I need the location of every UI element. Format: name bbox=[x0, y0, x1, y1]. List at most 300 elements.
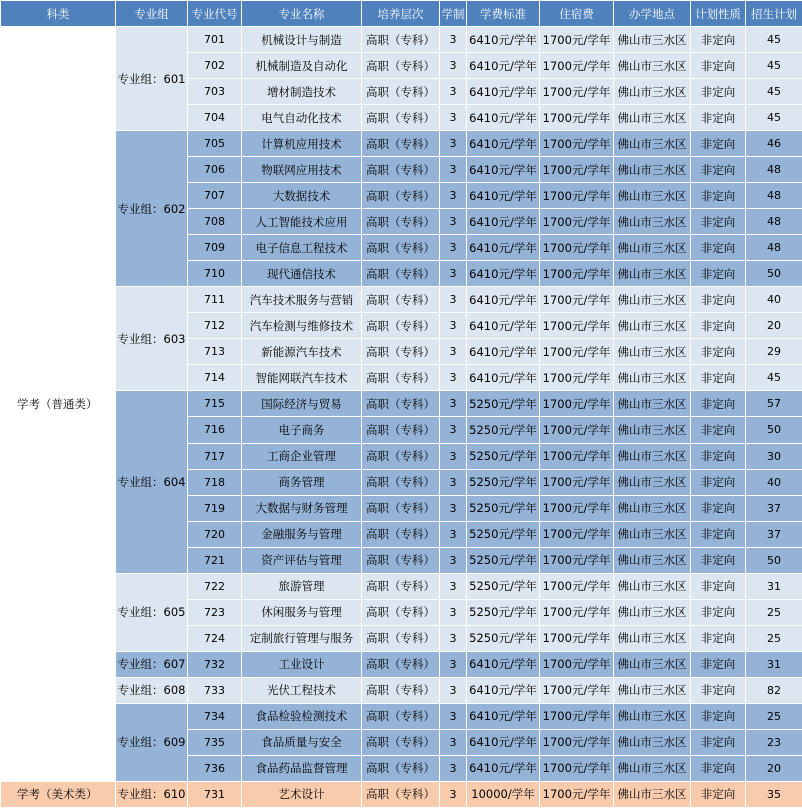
major-name-cell: 智能网联汽车技术 bbox=[242, 365, 362, 391]
major-name-cell: 休闲服务与管理 bbox=[242, 599, 362, 625]
major-code-cell: 701 bbox=[188, 27, 242, 53]
location-cell: 佛山市三水区 bbox=[614, 703, 691, 729]
lodging-cell: 1700元/学年 bbox=[540, 391, 614, 417]
major-name-cell: 人工智能技术应用 bbox=[242, 209, 362, 235]
major-name-cell: 新能源汽车技术 bbox=[242, 339, 362, 365]
tuition-cell: 6410元/学年 bbox=[467, 365, 540, 391]
tuition-cell: 6410元/学年 bbox=[467, 27, 540, 53]
location-cell: 佛山市三水区 bbox=[614, 209, 691, 235]
lodging-cell: 1700元/学年 bbox=[540, 79, 614, 105]
major-name-cell: 工业设计 bbox=[242, 651, 362, 677]
years-cell: 3 bbox=[440, 729, 467, 755]
tuition-cell: 5250元/学年 bbox=[467, 547, 540, 573]
major-name-cell: 机械设计与制造 bbox=[242, 27, 362, 53]
major-code-cell: 704 bbox=[188, 105, 242, 131]
major-name-cell: 艺术设计 bbox=[242, 781, 362, 807]
major-code-cell: 708 bbox=[188, 209, 242, 235]
nature-cell: 非定向 bbox=[691, 547, 746, 573]
plan-cell: 37 bbox=[746, 495, 802, 521]
years-cell: 3 bbox=[440, 105, 467, 131]
years-cell: 3 bbox=[440, 235, 467, 261]
plan-cell: 82 bbox=[746, 677, 802, 703]
years-cell: 3 bbox=[440, 339, 467, 365]
major-code-cell: 719 bbox=[188, 495, 242, 521]
nature-cell: 非定向 bbox=[691, 599, 746, 625]
header-cell-tuition: 学费标准 bbox=[467, 1, 540, 27]
tuition-cell: 6410元/学年 bbox=[467, 339, 540, 365]
years-cell: 3 bbox=[440, 183, 467, 209]
header-cell-code: 专业代号 bbox=[188, 1, 242, 27]
location-cell: 佛山市三水区 bbox=[614, 105, 691, 131]
plan-cell: 57 bbox=[746, 391, 802, 417]
plan-cell: 30 bbox=[746, 443, 802, 469]
lodging-cell: 1700元/学年 bbox=[540, 469, 614, 495]
nature-cell: 非定向 bbox=[691, 703, 746, 729]
years-cell: 3 bbox=[440, 469, 467, 495]
plan-cell: 37 bbox=[746, 521, 802, 547]
lodging-cell: 1700元/学年 bbox=[540, 781, 614, 807]
category-cell: 学考（普通类） bbox=[1, 27, 116, 782]
major-code-cell: 702 bbox=[188, 53, 242, 79]
location-cell: 佛山市三水区 bbox=[614, 469, 691, 495]
years-cell: 3 bbox=[440, 131, 467, 157]
group-cell: 专业组：601 bbox=[116, 27, 188, 131]
table-row bbox=[1, 651, 802, 677]
major-name-cell: 定制旅行管理与服务 bbox=[242, 625, 362, 651]
major-code-cell: 718 bbox=[188, 469, 242, 495]
nature-cell: 非定向 bbox=[691, 79, 746, 105]
tuition-cell: 6410元/学年 bbox=[467, 79, 540, 105]
plan-cell: 48 bbox=[746, 209, 802, 235]
plan-cell: 45 bbox=[746, 105, 802, 131]
location-cell: 佛山市三水区 bbox=[614, 157, 691, 183]
years-cell: 3 bbox=[440, 27, 467, 53]
table-row bbox=[1, 391, 802, 417]
location-cell: 佛山市三水区 bbox=[614, 79, 691, 105]
table-row bbox=[1, 27, 802, 53]
level-cell: 高职（专科） bbox=[362, 235, 440, 261]
major-code-cell: 703 bbox=[188, 79, 242, 105]
years-cell: 3 bbox=[440, 573, 467, 599]
lodging-cell: 1700元/学年 bbox=[540, 157, 614, 183]
nature-cell: 非定向 bbox=[691, 235, 746, 261]
location-cell: 佛山市三水区 bbox=[614, 53, 691, 79]
major-name-cell: 国际经济与贸易 bbox=[242, 391, 362, 417]
major-name-cell: 光伏工程技术 bbox=[242, 677, 362, 703]
plan-cell: 48 bbox=[746, 183, 802, 209]
location-cell: 佛山市三水区 bbox=[614, 261, 691, 287]
group-cell: 专业组：607 bbox=[116, 651, 188, 677]
lodging-cell: 1700元/学年 bbox=[540, 27, 614, 53]
nature-cell: 非定向 bbox=[691, 755, 746, 781]
nature-cell: 非定向 bbox=[691, 781, 746, 807]
table-row bbox=[1, 781, 802, 807]
tuition-cell: 6410元/学年 bbox=[467, 677, 540, 703]
years-cell: 3 bbox=[440, 313, 467, 339]
nature-cell: 非定向 bbox=[691, 521, 746, 547]
major-name-cell: 汽车检测与维修技术 bbox=[242, 313, 362, 339]
lodging-cell: 1700元/学年 bbox=[540, 677, 614, 703]
lodging-cell: 1700元/学年 bbox=[540, 261, 614, 287]
nature-cell: 非定向 bbox=[691, 261, 746, 287]
group-cell: 专业组：609 bbox=[116, 703, 188, 781]
level-cell: 高职（专科） bbox=[362, 157, 440, 183]
location-cell: 佛山市三水区 bbox=[614, 495, 691, 521]
nature-cell: 非定向 bbox=[691, 365, 746, 391]
lodging-cell: 1700元/学年 bbox=[540, 443, 614, 469]
level-cell: 高职（专科） bbox=[362, 443, 440, 469]
level-cell: 高职（专科） bbox=[362, 703, 440, 729]
level-cell: 高职（专科） bbox=[362, 469, 440, 495]
major-code-cell: 705 bbox=[188, 131, 242, 157]
tuition-cell: 6410元/学年 bbox=[467, 157, 540, 183]
major-name-cell: 资产评估与管理 bbox=[242, 547, 362, 573]
lodging-cell: 1700元/学年 bbox=[540, 105, 614, 131]
lodging-cell: 1700元/学年 bbox=[540, 235, 614, 261]
table-row bbox=[1, 131, 802, 157]
nature-cell: 非定向 bbox=[691, 53, 746, 79]
years-cell: 3 bbox=[440, 443, 467, 469]
header-cell-major-name: 专业名称 bbox=[242, 1, 362, 27]
years-cell: 3 bbox=[440, 391, 467, 417]
plan-cell: 31 bbox=[746, 651, 802, 677]
tuition-cell: 6410元/学年 bbox=[467, 261, 540, 287]
nature-cell: 非定向 bbox=[691, 313, 746, 339]
level-cell: 高职（专科） bbox=[362, 625, 440, 651]
lodging-cell: 1700元/学年 bbox=[540, 131, 614, 157]
level-cell: 高职（专科） bbox=[362, 755, 440, 781]
location-cell: 佛山市三水区 bbox=[614, 625, 691, 651]
lodging-cell: 1700元/学年 bbox=[540, 625, 614, 651]
nature-cell: 非定向 bbox=[691, 339, 746, 365]
major-code-cell: 711 bbox=[188, 287, 242, 313]
major-code-cell: 709 bbox=[188, 235, 242, 261]
major-code-cell: 735 bbox=[188, 729, 242, 755]
level-cell: 高职（专科） bbox=[362, 27, 440, 53]
major-code-cell: 716 bbox=[188, 417, 242, 443]
nature-cell: 非定向 bbox=[691, 677, 746, 703]
plan-cell: 25 bbox=[746, 625, 802, 651]
major-name-cell: 食品药品监督管理 bbox=[242, 755, 362, 781]
level-cell: 高职（专科） bbox=[362, 547, 440, 573]
major-code-cell: 734 bbox=[188, 703, 242, 729]
tuition-cell: 6410元/学年 bbox=[467, 287, 540, 313]
years-cell: 3 bbox=[440, 417, 467, 443]
table-header bbox=[1, 1, 802, 27]
location-cell: 佛山市三水区 bbox=[614, 365, 691, 391]
plan-cell: 40 bbox=[746, 287, 802, 313]
major-name-cell: 工商企业管理 bbox=[242, 443, 362, 469]
years-cell: 3 bbox=[440, 521, 467, 547]
major-code-cell: 707 bbox=[188, 183, 242, 209]
tuition-cell: 6410元/学年 bbox=[467, 755, 540, 781]
nature-cell: 非定向 bbox=[691, 287, 746, 313]
location-cell: 佛山市三水区 bbox=[614, 521, 691, 547]
major-code-cell: 720 bbox=[188, 521, 242, 547]
major-name-cell: 增材制造技术 bbox=[242, 79, 362, 105]
lodging-cell: 1700元/学年 bbox=[540, 417, 614, 443]
major-code-cell: 736 bbox=[188, 755, 242, 781]
major-name-cell: 物联网应用技术 bbox=[242, 157, 362, 183]
lodging-cell: 1700元/学年 bbox=[540, 521, 614, 547]
lodging-cell: 1700元/学年 bbox=[540, 495, 614, 521]
years-cell: 3 bbox=[440, 79, 467, 105]
level-cell: 高职（专科） bbox=[362, 495, 440, 521]
nature-cell: 非定向 bbox=[691, 625, 746, 651]
years-cell: 3 bbox=[440, 157, 467, 183]
years-cell: 3 bbox=[440, 547, 467, 573]
location-cell: 佛山市三水区 bbox=[614, 755, 691, 781]
lodging-cell: 1700元/学年 bbox=[540, 53, 614, 79]
location-cell: 佛山市三水区 bbox=[614, 391, 691, 417]
years-cell: 3 bbox=[440, 365, 467, 391]
major-name-cell: 现代通信技术 bbox=[242, 261, 362, 287]
major-code-cell: 731 bbox=[188, 781, 242, 807]
level-cell: 高职（专科） bbox=[362, 79, 440, 105]
major-code-cell: 717 bbox=[188, 443, 242, 469]
tuition-cell: 5250元/学年 bbox=[467, 495, 540, 521]
level-cell: 高职（专科） bbox=[362, 339, 440, 365]
years-cell: 3 bbox=[440, 781, 467, 807]
location-cell: 佛山市三水区 bbox=[614, 599, 691, 625]
tuition-cell: 5250元/学年 bbox=[467, 573, 540, 599]
tuition-cell: 5250元/学年 bbox=[467, 469, 540, 495]
plan-cell: 29 bbox=[746, 339, 802, 365]
nature-cell: 非定向 bbox=[691, 417, 746, 443]
major-code-cell: 724 bbox=[188, 625, 242, 651]
level-cell: 高职（专科） bbox=[362, 651, 440, 677]
tuition-cell: 6410元/学年 bbox=[467, 209, 540, 235]
years-cell: 3 bbox=[440, 287, 467, 313]
major-name-cell: 电子信息工程技术 bbox=[242, 235, 362, 261]
level-cell: 高职（专科） bbox=[362, 53, 440, 79]
nature-cell: 非定向 bbox=[691, 391, 746, 417]
header-cell-group: 专业组 bbox=[116, 1, 188, 27]
tuition-cell: 6410元/学年 bbox=[467, 729, 540, 755]
years-cell: 3 bbox=[440, 677, 467, 703]
location-cell: 佛山市三水区 bbox=[614, 131, 691, 157]
nature-cell: 非定向 bbox=[691, 729, 746, 755]
years-cell: 3 bbox=[440, 261, 467, 287]
location-cell: 佛山市三水区 bbox=[614, 573, 691, 599]
tuition-cell: 6410元/学年 bbox=[467, 183, 540, 209]
nature-cell: 非定向 bbox=[691, 183, 746, 209]
tuition-cell: 6410元/学年 bbox=[467, 105, 540, 131]
major-code-cell: 732 bbox=[188, 651, 242, 677]
level-cell: 高职（专科） bbox=[362, 209, 440, 235]
location-cell: 佛山市三水区 bbox=[614, 235, 691, 261]
lodging-cell: 1700元/学年 bbox=[540, 183, 614, 209]
lodging-cell: 1700元/学年 bbox=[540, 287, 614, 313]
lodging-cell: 1700元/学年 bbox=[540, 365, 614, 391]
table-body bbox=[1, 27, 802, 808]
plan-cell: 20 bbox=[746, 313, 802, 339]
table-row bbox=[1, 287, 802, 313]
plan-cell: 23 bbox=[746, 729, 802, 755]
plan-cell: 40 bbox=[746, 469, 802, 495]
plan-cell: 45 bbox=[746, 27, 802, 53]
major-code-cell: 712 bbox=[188, 313, 242, 339]
plan-cell: 45 bbox=[746, 365, 802, 391]
tuition-cell: 6410元/学年 bbox=[467, 651, 540, 677]
group-cell: 专业组：608 bbox=[116, 677, 188, 703]
major-code-cell: 714 bbox=[188, 365, 242, 391]
years-cell: 3 bbox=[440, 599, 467, 625]
nature-cell: 非定向 bbox=[691, 157, 746, 183]
plan-cell: 25 bbox=[746, 599, 802, 625]
plan-cell: 50 bbox=[746, 261, 802, 287]
plan-cell: 35 bbox=[746, 781, 802, 807]
nature-cell: 非定向 bbox=[691, 105, 746, 131]
level-cell: 高职（专科） bbox=[362, 287, 440, 313]
tuition-cell: 5250元/学年 bbox=[467, 521, 540, 547]
nature-cell: 非定向 bbox=[691, 495, 746, 521]
level-cell: 高职（专科） bbox=[362, 365, 440, 391]
level-cell: 高职（专科） bbox=[362, 261, 440, 287]
header-cell-category: 科类 bbox=[1, 1, 116, 27]
location-cell: 佛山市三水区 bbox=[614, 729, 691, 755]
major-name-cell: 电子商务 bbox=[242, 417, 362, 443]
group-cell: 专业组：603 bbox=[116, 287, 188, 391]
tuition-cell: 5250元/学年 bbox=[467, 417, 540, 443]
major-code-cell: 706 bbox=[188, 157, 242, 183]
plan-cell: 25 bbox=[746, 703, 802, 729]
tuition-cell: 5250元/学年 bbox=[467, 443, 540, 469]
major-name-cell: 食品质量与安全 bbox=[242, 729, 362, 755]
lodging-cell: 1700元/学年 bbox=[540, 209, 614, 235]
tuition-cell: 10000/学年 bbox=[467, 781, 540, 807]
table-row bbox=[1, 703, 802, 729]
header-cell-lodging: 住宿费 bbox=[540, 1, 614, 27]
major-name-cell: 商务管理 bbox=[242, 469, 362, 495]
level-cell: 高职（专科） bbox=[362, 131, 440, 157]
tuition-cell: 6410元/学年 bbox=[467, 703, 540, 729]
major-name-cell: 电气自动化技术 bbox=[242, 105, 362, 131]
nature-cell: 非定向 bbox=[691, 469, 746, 495]
major-code-cell: 721 bbox=[188, 547, 242, 573]
plan-cell: 50 bbox=[746, 547, 802, 573]
tuition-cell: 6410元/学年 bbox=[467, 235, 540, 261]
major-code-cell: 733 bbox=[188, 677, 242, 703]
lodging-cell: 1700元/学年 bbox=[540, 599, 614, 625]
tuition-cell: 6410元/学年 bbox=[467, 313, 540, 339]
group-cell: 专业组：605 bbox=[116, 573, 188, 651]
location-cell: 佛山市三水区 bbox=[614, 339, 691, 365]
major-name-cell: 计算机应用技术 bbox=[242, 131, 362, 157]
years-cell: 3 bbox=[440, 53, 467, 79]
level-cell: 高职（专科） bbox=[362, 781, 440, 807]
lodging-cell: 1700元/学年 bbox=[540, 313, 614, 339]
location-cell: 佛山市三水区 bbox=[614, 417, 691, 443]
location-cell: 佛山市三水区 bbox=[614, 183, 691, 209]
plan-cell: 20 bbox=[746, 755, 802, 781]
years-cell: 3 bbox=[440, 651, 467, 677]
lodging-cell: 1700元/学年 bbox=[540, 651, 614, 677]
tuition-cell: 5250元/学年 bbox=[467, 625, 540, 651]
major-name-cell: 汽车技术服务与营销 bbox=[242, 287, 362, 313]
tuition-cell: 6410元/学年 bbox=[467, 131, 540, 157]
header-cell-years: 学制 bbox=[440, 1, 467, 27]
table-row bbox=[1, 573, 802, 599]
level-cell: 高职（专科） bbox=[362, 313, 440, 339]
location-cell: 佛山市三水区 bbox=[614, 651, 691, 677]
location-cell: 佛山市三水区 bbox=[614, 547, 691, 573]
tuition-cell: 5250元/学年 bbox=[467, 599, 540, 625]
level-cell: 高职（专科） bbox=[362, 729, 440, 755]
level-cell: 高职（专科） bbox=[362, 105, 440, 131]
major-name-cell: 旅游管理 bbox=[242, 573, 362, 599]
plan-cell: 48 bbox=[746, 235, 802, 261]
nature-cell: 非定向 bbox=[691, 27, 746, 53]
header-cell-nature: 计划性质 bbox=[691, 1, 746, 27]
category-cell: 学考（美术类） bbox=[1, 781, 116, 807]
major-code-cell: 713 bbox=[188, 339, 242, 365]
years-cell: 3 bbox=[440, 755, 467, 781]
level-cell: 高职（专科） bbox=[362, 391, 440, 417]
level-cell: 高职（专科） bbox=[362, 183, 440, 209]
header-row bbox=[1, 1, 802, 27]
years-cell: 3 bbox=[440, 209, 467, 235]
nature-cell: 非定向 bbox=[691, 443, 746, 469]
level-cell: 高职（专科） bbox=[362, 573, 440, 599]
location-cell: 佛山市三水区 bbox=[614, 781, 691, 807]
major-name-cell: 金融服务与管理 bbox=[242, 521, 362, 547]
plan-cell: 50 bbox=[746, 417, 802, 443]
level-cell: 高职（专科） bbox=[362, 677, 440, 703]
tuition-cell: 6410元/学年 bbox=[467, 53, 540, 79]
location-cell: 佛山市三水区 bbox=[614, 27, 691, 53]
plan-cell: 31 bbox=[746, 573, 802, 599]
table-row bbox=[1, 677, 802, 703]
group-cell: 专业组：610 bbox=[116, 781, 188, 807]
major-code-cell: 715 bbox=[188, 391, 242, 417]
major-code-cell: 723 bbox=[188, 599, 242, 625]
major-name-cell: 大数据技术 bbox=[242, 183, 362, 209]
lodging-cell: 1700元/学年 bbox=[540, 729, 614, 755]
location-cell: 佛山市三水区 bbox=[614, 313, 691, 339]
major-code-cell: 710 bbox=[188, 261, 242, 287]
plan-cell: 45 bbox=[746, 53, 802, 79]
level-cell: 高职（专科） bbox=[362, 521, 440, 547]
nature-cell: 非定向 bbox=[691, 573, 746, 599]
header-cell-location: 办学地点 bbox=[614, 1, 691, 27]
header-cell-level: 培养层次 bbox=[362, 1, 440, 27]
lodging-cell: 1700元/学年 bbox=[540, 755, 614, 781]
group-cell: 专业组：602 bbox=[116, 131, 188, 287]
tuition-cell: 5250元/学年 bbox=[467, 391, 540, 417]
lodging-cell: 1700元/学年 bbox=[540, 547, 614, 573]
nature-cell: 非定向 bbox=[691, 651, 746, 677]
group-cell: 专业组：604 bbox=[116, 391, 188, 573]
nature-cell: 非定向 bbox=[691, 209, 746, 235]
years-cell: 3 bbox=[440, 625, 467, 651]
years-cell: 3 bbox=[440, 495, 467, 521]
major-code-cell: 722 bbox=[188, 573, 242, 599]
nature-cell: 非定向 bbox=[691, 131, 746, 157]
lodging-cell: 1700元/学年 bbox=[540, 703, 614, 729]
years-cell: 3 bbox=[440, 703, 467, 729]
location-cell: 佛山市三水区 bbox=[614, 677, 691, 703]
location-cell: 佛山市三水区 bbox=[614, 287, 691, 313]
lodging-cell: 1700元/学年 bbox=[540, 573, 614, 599]
major-name-cell: 大数据与财务管理 bbox=[242, 495, 362, 521]
location-cell: 佛山市三水区 bbox=[614, 443, 691, 469]
plan-cell: 48 bbox=[746, 157, 802, 183]
plan-cell: 46 bbox=[746, 131, 802, 157]
level-cell: 高职（专科） bbox=[362, 599, 440, 625]
level-cell: 高职（专科） bbox=[362, 417, 440, 443]
plan-cell: 45 bbox=[746, 79, 802, 105]
